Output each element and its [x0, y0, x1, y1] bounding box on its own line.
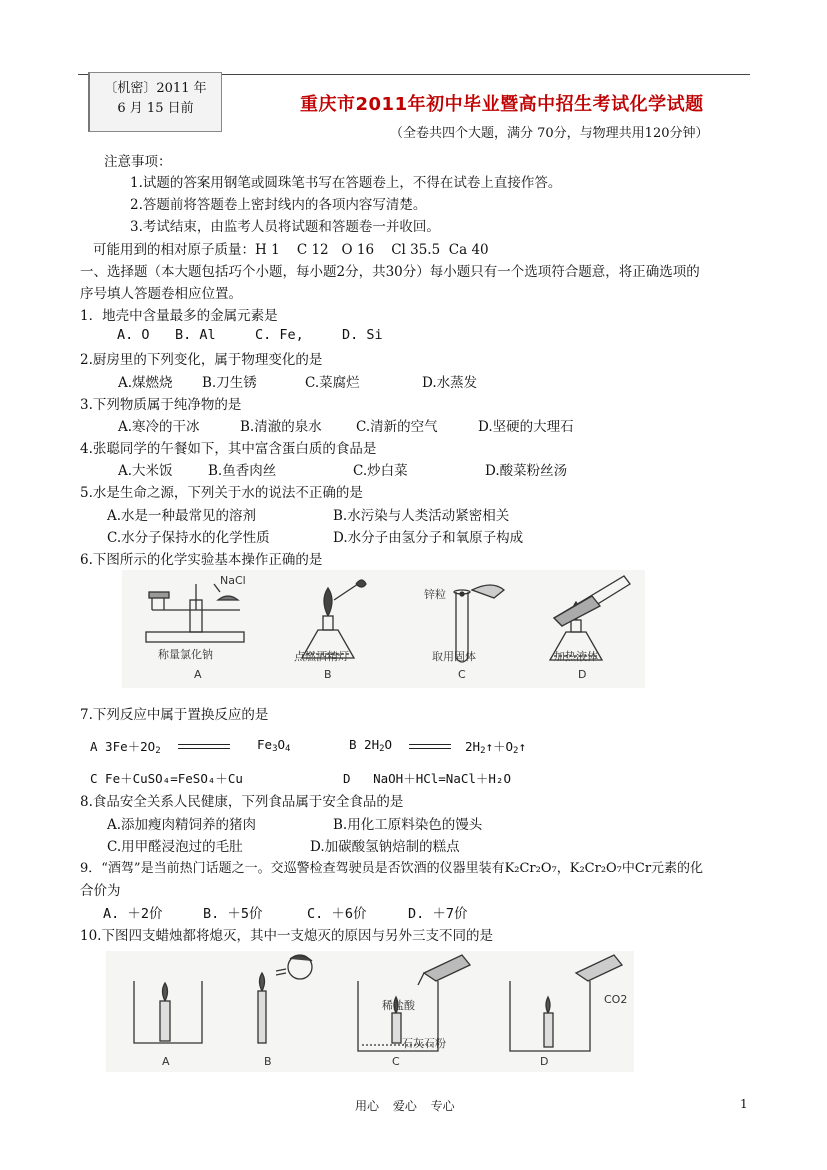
q4-option-d: D.酸菜粉丝汤	[485, 463, 568, 479]
footer-motto: 用心 爱心 专心	[355, 1099, 455, 1113]
q4-option-c: C.炒白菜	[353, 463, 408, 479]
atomic-masses: 可能用到的相对原子质量：H 1 C 12 O 16 Cl 35.5 Ca 40	[93, 242, 489, 258]
note-item-1: 1.试题的答案用钢笔或圆珠笔书写在答题卷上，不得在试卷上直接作答。	[130, 175, 562, 191]
candle-experiments-drawing	[106, 951, 634, 1072]
alcohol-lamp-icon	[302, 580, 366, 658]
option-label-b: B	[324, 668, 332, 681]
caption-b: 点燃酒精灯	[294, 650, 349, 663]
q2-option-d: D.水蒸发	[422, 375, 478, 391]
q1-option-a: A. O	[117, 327, 150, 343]
candle-label-a: A	[162, 1055, 170, 1068]
blowing-candle-icon	[258, 955, 312, 1043]
q3-option-d: D.坚硬的大理石	[478, 419, 574, 435]
q2-option-a: A.煤燃烧	[118, 375, 173, 391]
q4-option-a: A.大米饭	[118, 463, 173, 479]
section1-line2: 序号填人答题卷相应位置。	[80, 286, 242, 302]
nacl-label: NaCl	[220, 574, 246, 587]
q2-option-c: C.菜腐烂	[305, 375, 360, 391]
q10-figure	[106, 951, 634, 1072]
co2-label: CO2	[604, 993, 628, 1006]
caption-d: 加热液体	[554, 650, 598, 663]
candle-label-c: C	[392, 1055, 400, 1068]
section1-line1: 一、选择题（本大题包括巧个小题，每小题2分，共30分）每小题只有一个选项符合题意，将正确选项的	[80, 264, 700, 280]
q7-stem: 7.下列反应中属于置换反应的是	[80, 707, 269, 723]
confidential-stamp	[88, 72, 222, 132]
zinc-label: 锌粒	[424, 588, 446, 601]
q9-option-b: B. ＋5价	[203, 906, 263, 922]
q7-option-b-left: B $2H_2O$	[349, 737, 393, 754]
q8-option-d: D.加碳酸氢钠焙制的糕点	[310, 839, 460, 855]
q5-option-a: A.水是一种最常见的溶剂	[107, 508, 257, 524]
stamp-line-1: 〔机密〕2011 年	[104, 81, 207, 96]
q7-option-a-left: A $3Fe+2O_2$	[90, 739, 161, 756]
q7-equation-bar-a	[178, 744, 230, 749]
q9-stem-line1: 9．“酒驾”是当前热门话题之一。交巡警检查驾驶员是否饮酒的仪器里装有K₂Cr₂O₇，K₂Cr₂O₇中Cr元素的化	[80, 861, 704, 876]
q5-option-b: B.水污染与人类活动紧密相关	[333, 508, 510, 524]
q7-option-a-right: $Fe_3O_4$	[257, 737, 291, 754]
limestone-label: 石灰石粉	[402, 1037, 446, 1050]
exam-subtitle: （全卷共四个大题，满分 70分，与物理共用120分钟）	[390, 126, 709, 141]
q6-figure	[122, 570, 645, 688]
candle-label-b: B	[264, 1055, 272, 1068]
q5-option-c: C.水分子保持水的化学性质	[107, 530, 270, 546]
notes-heading: 注意事项：	[104, 154, 172, 170]
note-item-2: 2.答题前将答题卷上密封线内的各项内容写清楚。	[130, 197, 427, 213]
q1-option-b: B. Al	[175, 327, 216, 343]
q1-stem: 1．地壳中含量最多的金属元素是	[80, 308, 278, 324]
q1-option-d: D. Si	[342, 327, 383, 343]
stamp-line-2: 6 月 15 日前	[117, 101, 194, 116]
q4-stem: 4.张聪同学的午餐如下，其中富含蛋白质的食品是	[80, 441, 377, 457]
q7-option-c: C Fe＋CuSO₄=FeSO₄＋Cu	[90, 771, 243, 786]
balance-icon	[146, 584, 244, 642]
option-label-d: D	[578, 668, 587, 681]
q1-option-c: C. Fe,	[255, 327, 304, 343]
q5-stem: 5.水是生命之源，下列关于水的说法不正确的是	[80, 485, 363, 501]
q4-option-b: B.鱼香肉丝	[208, 463, 277, 479]
q2-option-b: B.刀生锈	[202, 375, 257, 391]
note-item-3: 3.考试结束，由监考人员将试题和答题卷一并收回。	[130, 219, 440, 235]
caption-c: 取用固体	[432, 650, 476, 663]
q6-stem: 6.下图所示的化学实验基本操作正确的是	[80, 552, 323, 568]
candle-label-d: D	[540, 1055, 549, 1068]
option-label-a: A	[194, 668, 202, 681]
q9-option-c: C. ＋6价	[307, 906, 367, 922]
q3-option-c: C.清新的空气	[356, 419, 438, 435]
exam-title: 重庆市2011年初中毕业暨高中招生考试化学试题	[300, 94, 704, 115]
q2-stem: 2.厨房里的下列变化，属于物理变化的是	[80, 352, 323, 368]
q7-equation-bar-b	[409, 744, 451, 749]
q8-option-a: A.添加瘦肉精饲养的猪肉	[107, 817, 257, 833]
beaker-candle-icon	[134, 981, 202, 1043]
q9-option-d: D. ＋7价	[408, 906, 468, 922]
q10-stem: 10.下图四支蜡烛都将熄灭，其中一支熄灭的原因与另外三支不同的是	[80, 928, 493, 944]
q8-option-b: B.用化工原料染色的馒头	[333, 817, 483, 833]
q9-option-a: A. ＋2价	[103, 906, 163, 922]
q7-option-b-right: $2H_2↑+O_2↑$	[465, 739, 526, 756]
option-label-c: C	[458, 668, 466, 681]
caption-a: 称量氯化钠	[158, 648, 213, 661]
acid-label: 稀盐酸	[382, 999, 415, 1012]
q3-option-b: B.清澈的泉水	[240, 419, 322, 435]
q5-option-d: D.水分子由氢分子和氧原子构成	[333, 530, 524, 546]
q3-option-a: A.寒冷的干冰	[118, 419, 200, 435]
q8-option-c: C.用甲醛浸泡过的毛肚	[107, 839, 243, 855]
q7-option-d: D NaOH＋HCl=NaCl＋H₂O	[343, 771, 511, 786]
q3-stem: 3.下列物质属于纯净物的是	[80, 397, 242, 413]
q9-stem-line2: 合价为	[80, 883, 121, 899]
q8-stem: 8.食品安全关系人民健康，下列食品属于安全食品的是	[80, 794, 404, 810]
page-number: 1	[740, 1097, 748, 1111]
